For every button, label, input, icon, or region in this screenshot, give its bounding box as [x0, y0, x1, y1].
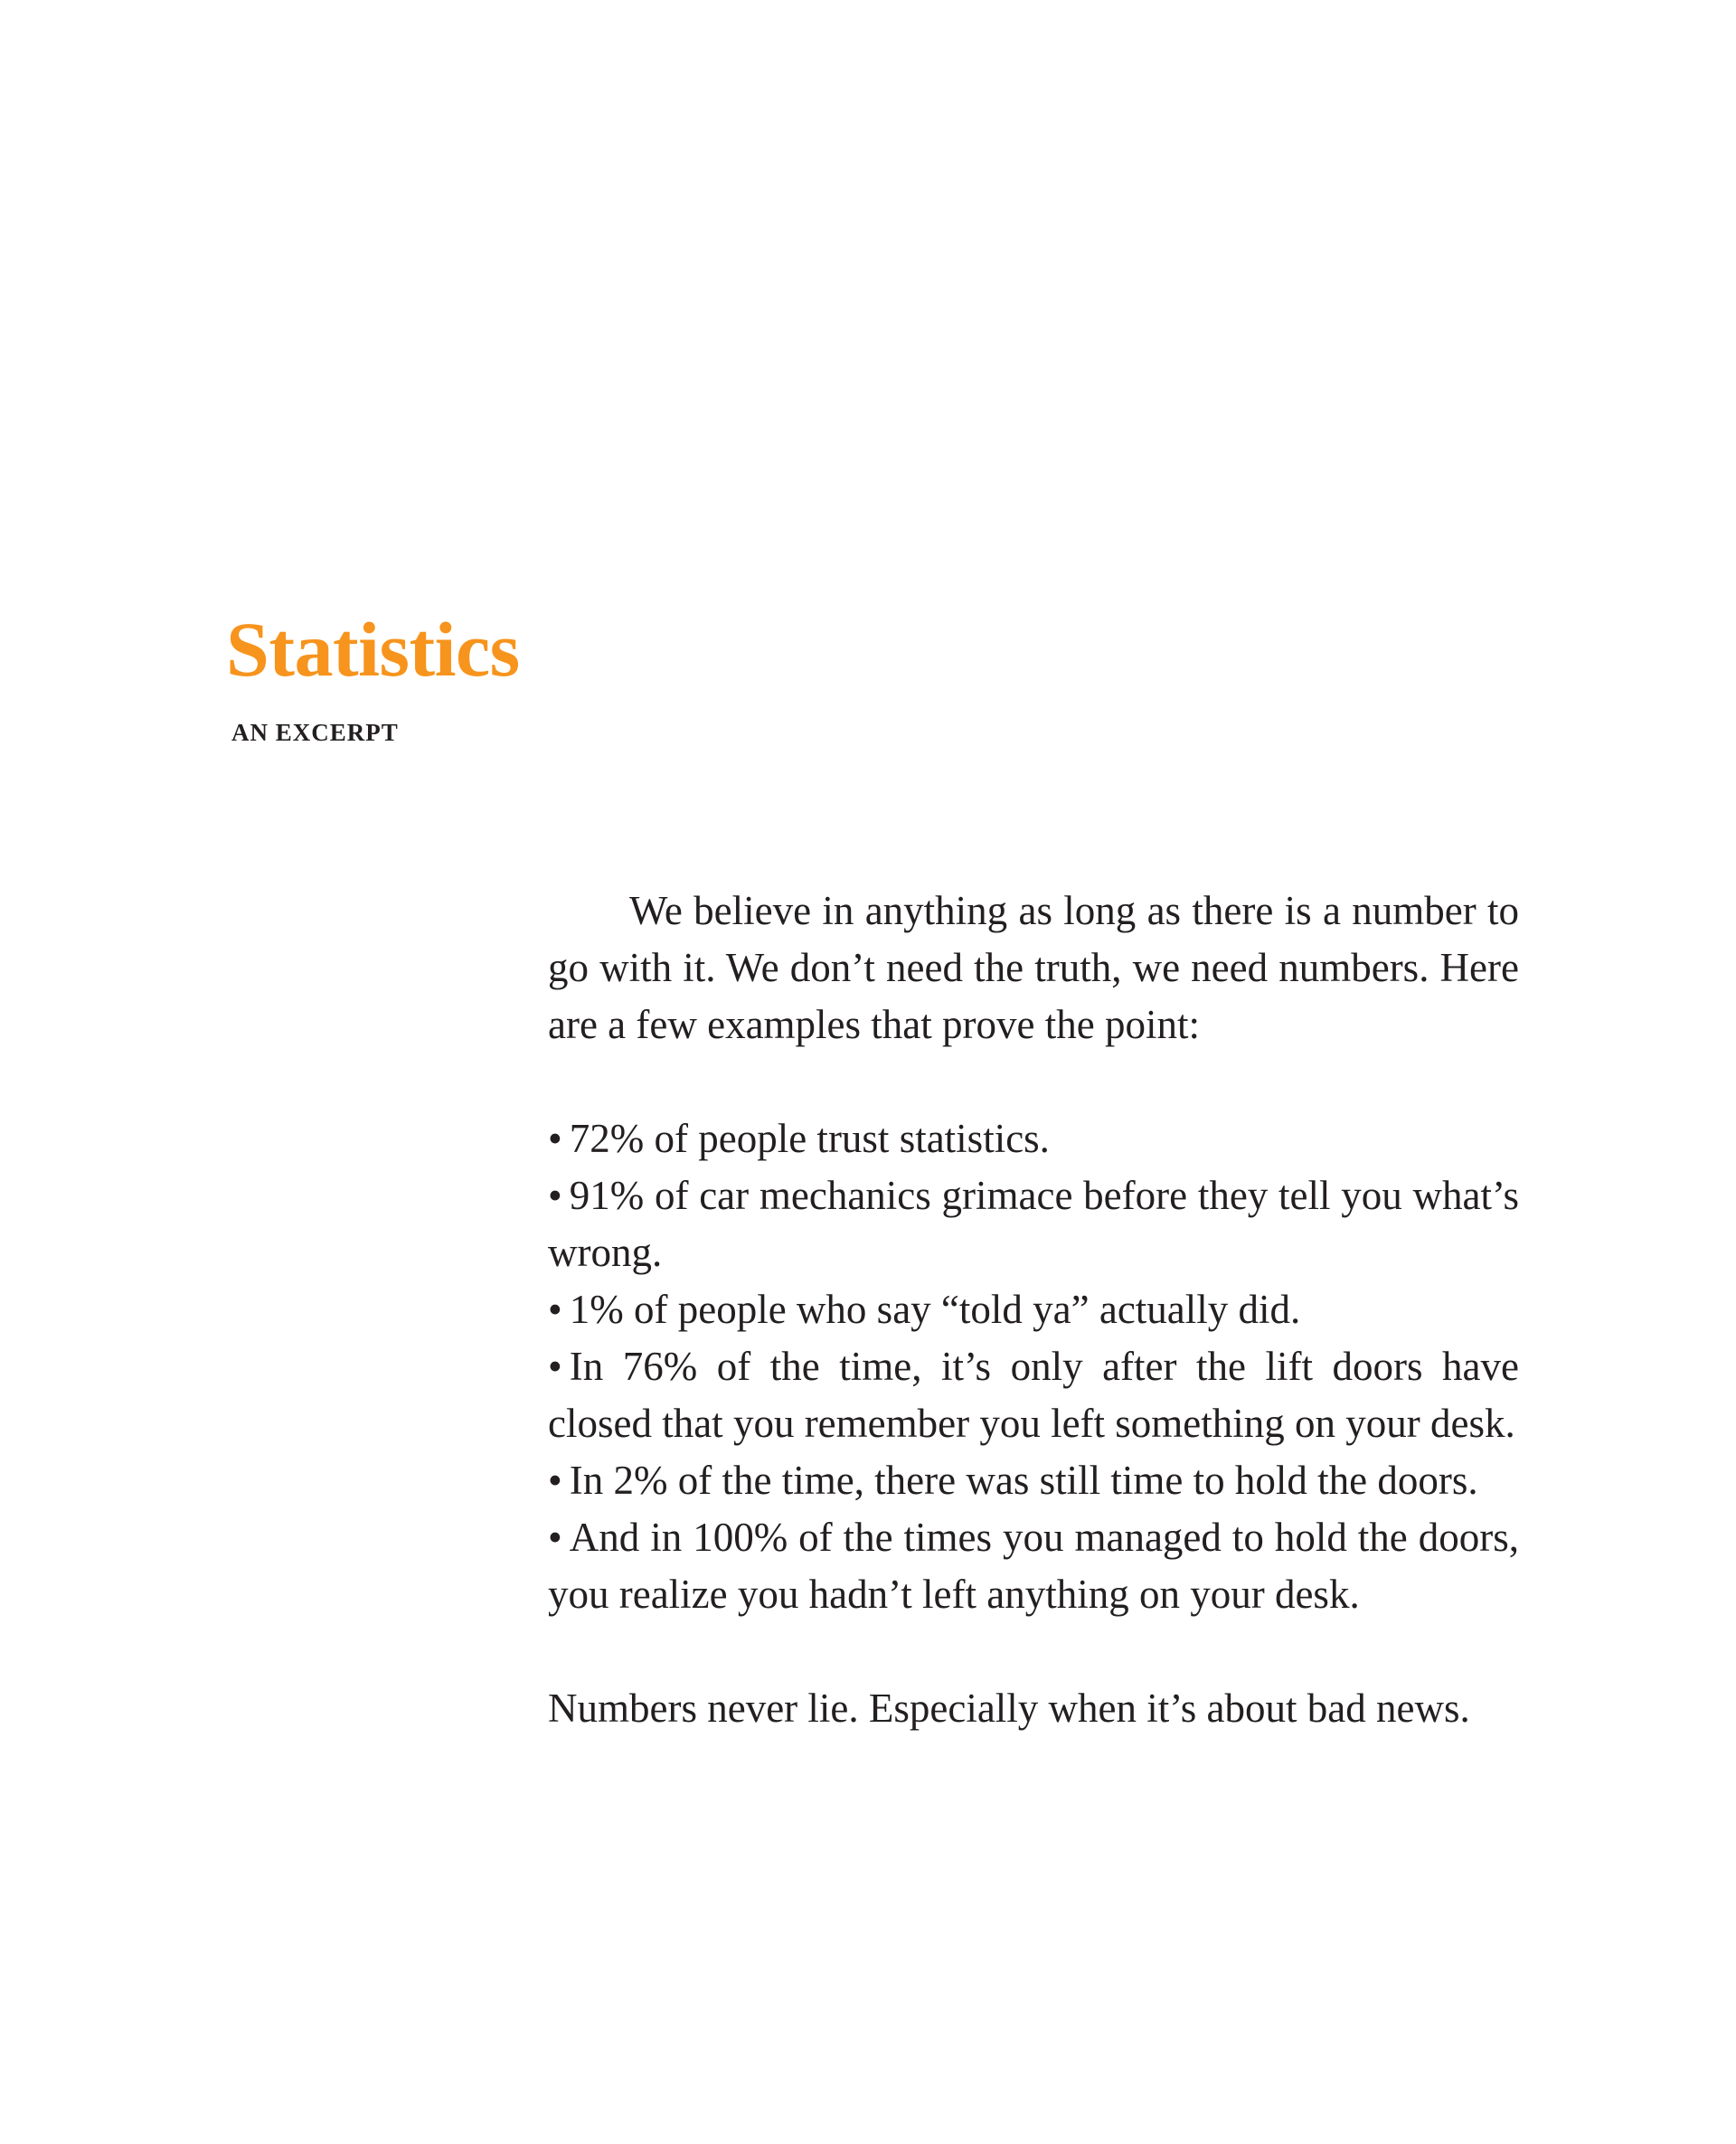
closing-paragraph: Numbers never lie. Especially when it’s about bad news.	[548, 1686, 1470, 1731]
list-item	[548, 1167, 1519, 1281]
list-item	[548, 1338, 1519, 1452]
list-item-text: In 2% of the time, there was still time to hold the doors.	[569, 1458, 1478, 1503]
list-item-text: 1% of people who say “told ya” actually did.	[569, 1287, 1301, 1332]
bullet-icon: •	[548, 1344, 562, 1389]
paragraph-spacer	[548, 1623, 1519, 1680]
bullet-icon: •	[548, 1458, 562, 1503]
bullet-icon: •	[548, 1116, 562, 1161]
list-item	[548, 1281, 1519, 1338]
list-item	[548, 1452, 1519, 1509]
list-item-text: 72% of people trust statistics.	[569, 1116, 1050, 1161]
intro-paragraph: We believe in anything as long as there is a number to go with it. We don’t need the truth, we need numbers. Here are a few examples that prove the point:	[548, 888, 1519, 1047]
page-subtitle: AN EXCERPT	[231, 719, 399, 746]
statistics-list	[548, 1110, 1519, 1623]
list-item-text: In 76% of the time, it’s only after the lift doors have closed that you remember you left something on your desk.	[548, 1344, 1519, 1446]
paragraph-spacer	[548, 1053, 1519, 1110]
excerpt-body	[548, 883, 1519, 1737]
list-item-text: 91% of car mechanics grimace before they tell you what’s wrong.	[548, 1173, 1519, 1275]
bullet-icon: •	[548, 1515, 562, 1560]
bullet-icon: •	[548, 1173, 562, 1218]
list-item	[548, 1509, 1519, 1623]
list-item	[548, 1110, 1519, 1167]
list-item-text: And in 100% of the times you managed to hold the doors, you realize you hadn’t left anything on your desk.	[548, 1515, 1519, 1617]
bullet-icon: •	[548, 1287, 562, 1332]
page-title: Statistics	[226, 606, 520, 693]
